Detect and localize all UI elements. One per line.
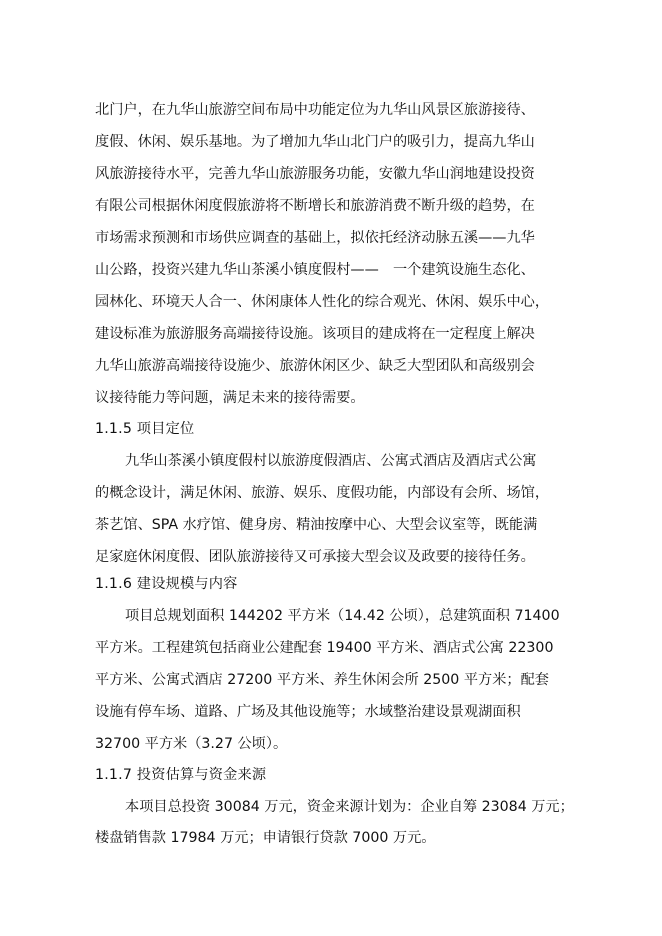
text-line: 风旅游接待水平，完善九华山旅游服务功能，安徽九华山润地建设投资 bbox=[95, 166, 535, 182]
section-heading: 1.1.5 项目定位 bbox=[95, 421, 195, 437]
text-line: 九华山茶溪小镇度假村以旅游度假酒店、公寓式酒店及酒店式公寓 bbox=[125, 453, 537, 469]
text-line: 足家庭休闲度假、团队旅游接待又可承接大型会议及政要的接待任务。 bbox=[95, 549, 535, 565]
text-line: 32700 平方米（3.27 公顷）。 bbox=[95, 736, 288, 752]
section-heading: 1.1.6 建设规模与内容 bbox=[95, 576, 238, 592]
text-line: 的概念设计，满足休闲、旅游、娱乐、度假功能，内部设有会所、场馆， bbox=[95, 485, 550, 501]
text-line: 山公路，投资兴建九华山茶溪小镇度假村—— 一个建筑设施生态化、 bbox=[95, 262, 535, 278]
text-line: 本项目总投资 30084 万元，资金来源计划为：企业自筹 23084 万元； bbox=[125, 799, 574, 815]
text-line: 平方米。工程建筑包括商业公建配套 19400 平方米、酒店式公寓 22300 bbox=[95, 640, 554, 656]
text-line: 市场需求预测和市场供应调查的基础上，拟依托经济动脉五溪——九华 bbox=[95, 230, 535, 246]
text-line: 议接待能力等问题，满足未来的接待需要。 bbox=[95, 390, 365, 406]
text-line: 九华山旅游高端接待设施少、旅游休闲区少、缺乏大型团队和高级别会 bbox=[95, 358, 535, 374]
text-line: 茶艺馆、SPA 水疗馆、健身房、精油按摩中心、大型会议室等，既能满 bbox=[95, 517, 538, 533]
text-line: 建设标准为旅游服务高端接待设施。该项目的建成将在一定程度上解决 bbox=[95, 326, 535, 342]
section-heading: 1.1.7 投资估算与资金来源 bbox=[95, 767, 267, 783]
text-line: 有限公司根据休闲度假旅游将不断增长和旅游消费不断升级的趋势，在 bbox=[95, 198, 535, 214]
text-line: 园林化、环境天人合一、休闲康体人性化的综合观光、休闲、娱乐中心， bbox=[95, 294, 550, 310]
text-line: 项目总规划面积 144202 平方米（14.42 公顷），总建筑面积 71400 bbox=[125, 608, 560, 624]
text-line: 度假、休闲、娱乐基地。为了增加九华山北门户的吸引力，提高九华山 bbox=[95, 134, 535, 150]
text-line: 北门户，在九华山旅游空间布局中功能定位为九华山风景区旅游接待、 bbox=[95, 102, 535, 118]
text-line: 楼盘销售款 17984 万元；申请银行贷款 7000 万元。 bbox=[95, 830, 436, 846]
text-line: 平方米、公寓式酒店 27200 平方米、养生休闲会所 2500 平方米；配套 bbox=[95, 672, 549, 688]
text-line: 设施有停车场、道路、广场及其他设施等；水域整治建设景观湖面积 bbox=[95, 704, 521, 720]
